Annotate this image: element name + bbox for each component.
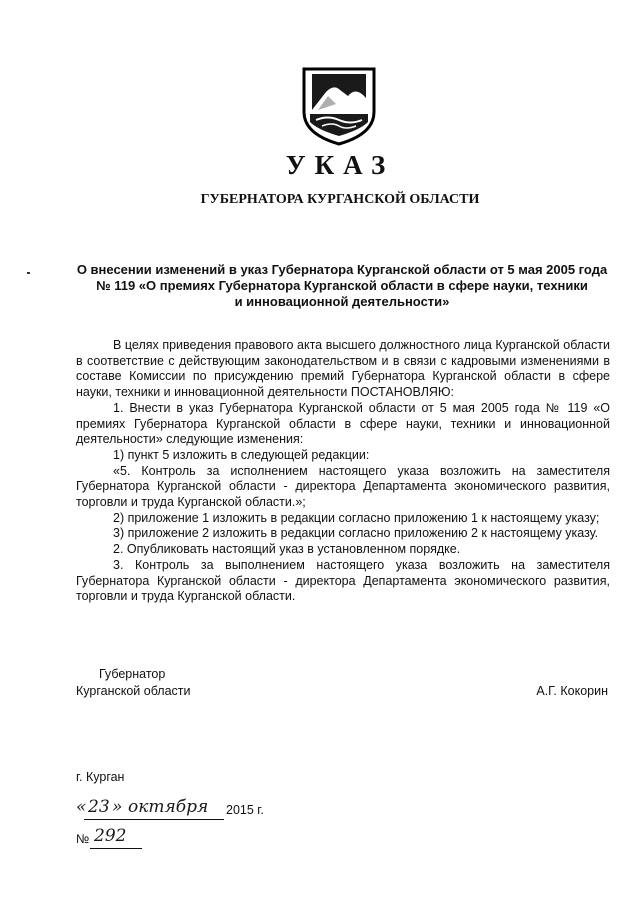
issue-number — [76, 826, 196, 852]
date-close-quote: » — [112, 797, 123, 817]
date-year: 2015 г. — [226, 803, 264, 817]
scan-speck — [27, 272, 30, 274]
document-heading — [72, 262, 612, 310]
issue-city: г. Курган — [76, 770, 125, 784]
number-underline — [90, 848, 142, 849]
signatory-position — [76, 666, 191, 700]
number-prefix: № — [76, 832, 90, 846]
item-1-1-paragraph: 1) пункт 5 изложить в следующей редакции: — [113, 447, 370, 462]
number-handwritten: 292 — [94, 826, 127, 846]
item-1-2-paragraph: 2) приложение 1 изложить в редакции согласно приложению 1 к настоящему указу; — [113, 510, 600, 525]
document-body — [76, 338, 610, 605]
item-1-3-paragraph: 3) приложение 2 изложить в редакции согласно приложению 2 к настоящему указу. — [113, 526, 599, 541]
signatory-position-line: Губернатор — [99, 667, 166, 681]
issue-date — [76, 797, 296, 823]
item-1-paragraph: 1. Внести в указ Губернатора Курганской области от 5 мая 2005 года № 119 «О премиях Губернатора Курганской области в сфере науки, техники и инновационной деятельности» следующие изменения: — [76, 400, 610, 447]
document-title: УКАЗ — [285, 150, 395, 180]
date-month-handwritten: октября — [128, 797, 209, 817]
signatory-position-line: Курганской области — [76, 684, 191, 698]
heading-line: О внесении изменений в указ Губернатора Курганской области от 5 мая 2005 года — [76, 262, 608, 277]
heading-line: № 119 «О премиях Губернатора Курганской области в сфере науки, техники — [96, 278, 588, 293]
signatory-name: А.Г. Кокорин — [536, 684, 608, 698]
date-open-quote: « — [76, 797, 87, 817]
heading-line: и инновационной деятельности» — [234, 294, 450, 309]
item-3-paragraph: 3. Контроль за выполнением настоящего указа возложить на заместителя Губернатора Курганской области - директора Департамента экономического развития, торговли и труда Курганской области. — [76, 557, 610, 604]
coat-of-arms-icon — [300, 66, 378, 146]
item-1-1-quote-paragraph: «5. Контроль за исполнением настоящего указа возложить на заместителя Губернатора Курганской области - директора Департамента экономического развития, торговли и труда Курганской области.»; — [76, 463, 610, 510]
document-subtitle: ГУБЕРНАТОРА КУРГАНСКОЙ ОБЛАСТИ — [200, 192, 480, 207]
date-day-handwritten: 23 — [88, 797, 110, 817]
date-underline — [84, 819, 224, 820]
item-2-paragraph: 2. Опубликовать настоящий указ в установленном порядке. — [113, 542, 461, 557]
preamble-paragraph: В целях приведения правового акта высшего должностного лица Курганской области в соответствие с действующим законодательством и в связи с кадровыми изменениями в составе Комиссии по присуждению премий Губернатора Курганской области в сфере науки, техники и инновационной деятельности ПОСТАНОВЛЯЮ: — [76, 338, 610, 400]
